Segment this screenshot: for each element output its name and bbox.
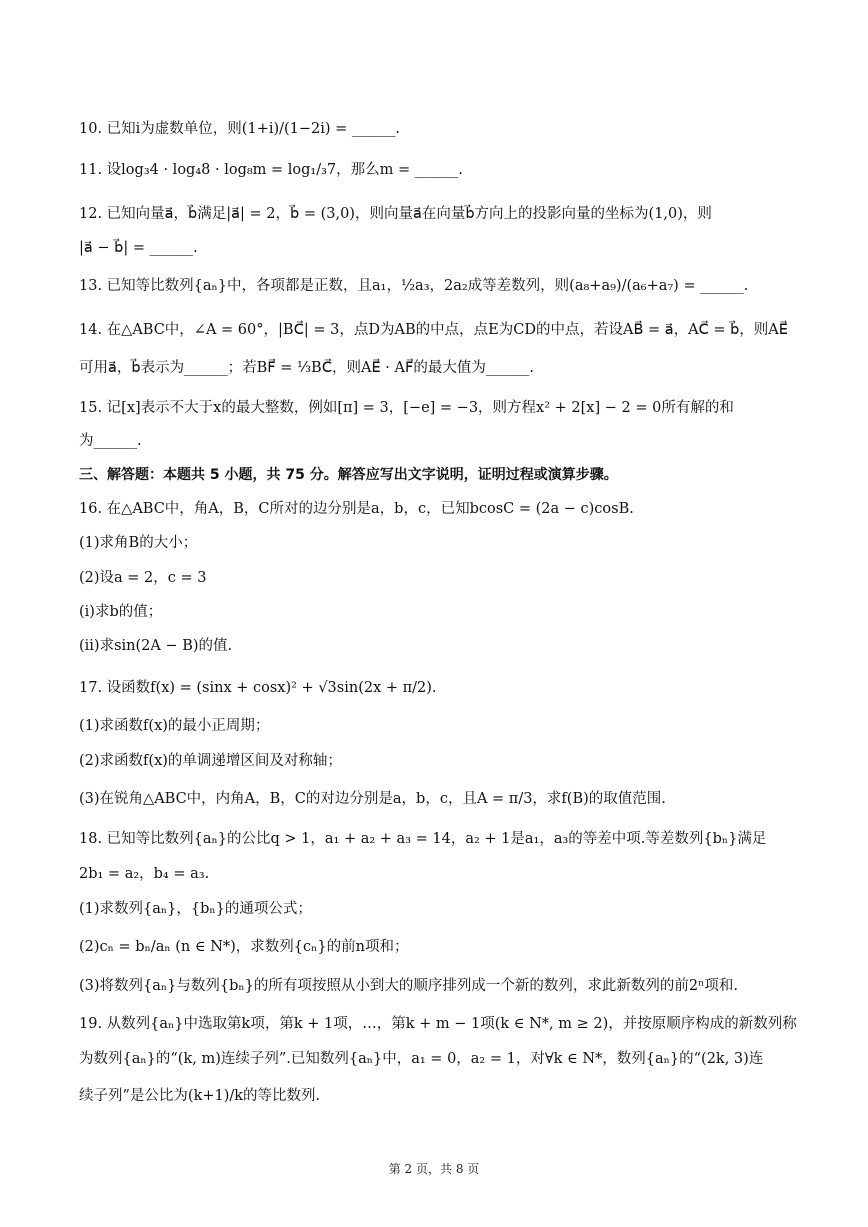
question-13: 13. 已知等比数列{aₙ}中，各项都是正数，且a₁，½a₃，2a₂成等差数列，则(a₈+a₉)/(a₆+a₇) = ______. (79, 278, 749, 294)
question-17-part-1: (1)求函数f(x)的最小正周期； (79, 718, 270, 734)
question-19-line-1: 19. 从数列{aₙ}中选取第k项，第k + 1项，…，第k + m − 1项(k ∈ N*, m ≥ 2)，并按原顺序构成的新数列称 (79, 1016, 797, 1032)
question-17-part-2: (2)求函数f(x)的单调递增区间及对称轴； (79, 753, 342, 769)
question-16-part-2: (2)设a = 2，c = 3 (79, 570, 207, 586)
question-17: 17. 设函数f(x) = (sinx + cosx)² + √3sin(2x + π/2). (79, 680, 437, 696)
question-12-line-2: |a⃗ − b⃗| = ______. (79, 240, 198, 256)
question-12-line-1: 12. 已知向量a⃗，b⃗满足|a⃗| = 2，b⃗ = (3,0)，则向量a⃗在向量b⃗方向上的投影向量的坐标为(1,0)，则 (79, 206, 712, 222)
question-10: 10. 已知i为虚数单位，则(1+i)/(1−2i) = ______. (79, 121, 401, 137)
question-11: 11. 设log₃4 · log₄8 · log₈m = log₁/₃7，那么m = ______. (79, 162, 463, 178)
question-19-line-2: 为数列{aₙ}的“(k, m)连续子列”.已知数列{aₙ}中，a₁ = 0，a₂ = 1，对∀k ∈ N*，数列{aₙ}的“(2k, 3)连 (79, 1051, 764, 1067)
question-18-part-3: (3)将数列{aₙ}与数列{bₙ}的所有项按照从小到大的顺序排列成一个新的数列，求此新数列的前2ⁿ项和. (79, 978, 739, 994)
question-19-line-3: 续子列”是公比为(k+1)/k的等比数列. (79, 1088, 321, 1104)
question-15-line-2: 为______. (79, 433, 142, 449)
question-16-part-2-i: (i)求b的值； (79, 604, 163, 620)
question-14-line-1: 14. 在△ABC中，∠A = 60°，|BC⃗| = 3，点D为AB的中点，点E为CD的中点，若设AB⃗ = a⃗，AC⃗ = b⃗，则AE⃗ (79, 322, 788, 338)
question-18-part-1: (1)求数列{aₙ}，{bₙ}的通项公式； (79, 901, 312, 917)
question-18-part-2: (2)cₙ = bₙ/aₙ (n ∈ N*)，求数列{cₙ}的前n项和； (79, 939, 409, 955)
question-17-part-3: (3)在锐角△ABC中，内角A，B，C的对边分别是a，b，c，且A = π/3，求f(B)的取值范围. (79, 791, 666, 807)
question-15-line-1: 15. 记[x]表示不大于x的最大整数，例如[π] = 3，[−e] = −3，则方程x² + 2[x] − 2 = 0所有解的和 (79, 400, 734, 416)
section-heading: 三、解答题：本题共 5 小题，共 75 分。解答应写出文字说明，证明过程或演算步骤。 (79, 467, 618, 483)
question-14-line-2: 可用a⃗，b⃗表示为______；若BF⃗ = ⅓BC⃗，则AE⃗ · AF⃗的最大值为______. (79, 360, 534, 376)
question-16-part-2-ii: (ii)求sin(2A − B)的值. (79, 638, 233, 654)
question-16: 16. 在△ABC中，角A，B，C所对的边分别是a，b，c，已知bcosC = (2a − c)cosB. (79, 501, 634, 517)
question-18-line-2: 2b₁ = a₂，b₄ = a₃. (79, 866, 210, 882)
question-18-line-1: 18. 已知等比数列{aₙ}的公比q > 1，a₁ + a₂ + a₃ = 14，a₂ + 1是a₁，a₃的等差中项.等差数列{bₙ}满足 (79, 831, 767, 847)
page-footer: 第 2 页，共 8 页 (388, 1162, 480, 1176)
question-16-part-1: (1)求角B的大小； (79, 535, 198, 551)
